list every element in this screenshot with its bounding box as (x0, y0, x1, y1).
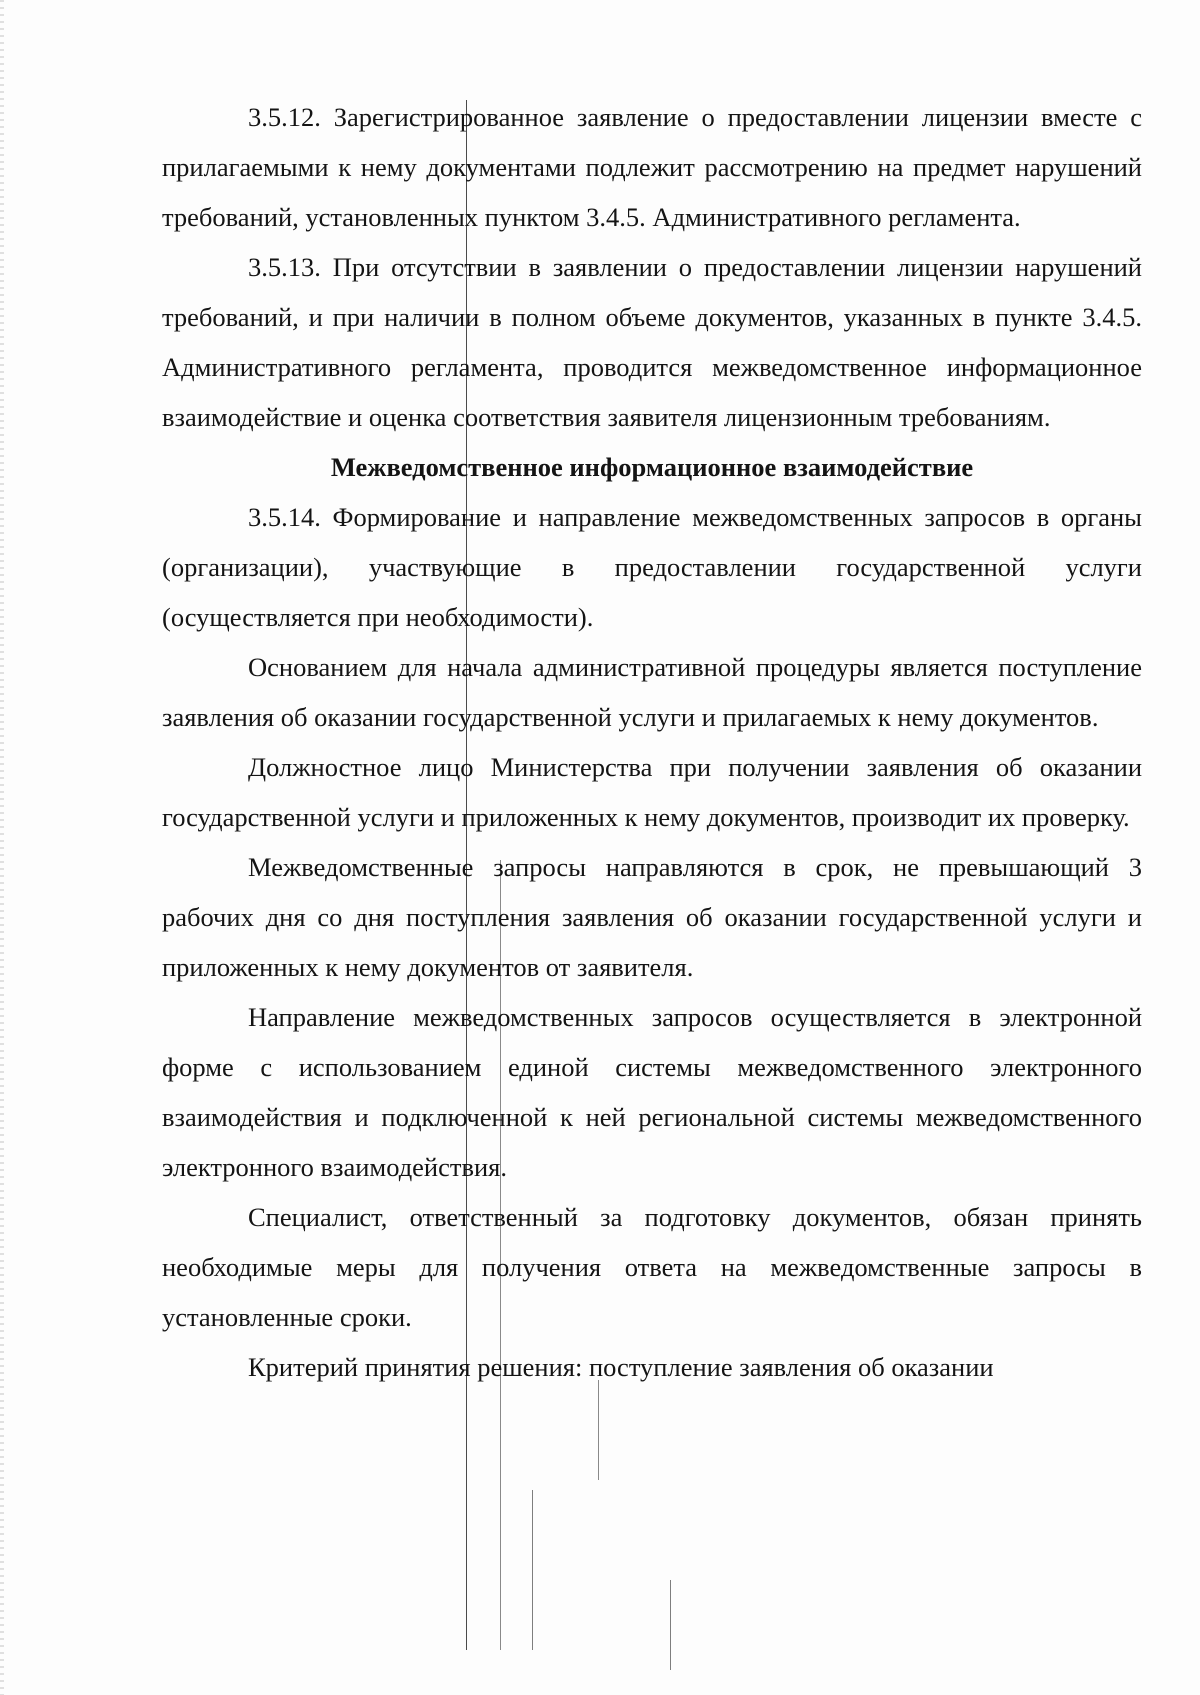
document-body (162, 92, 1142, 1392)
scan-edge-artifact (0, 0, 4, 1695)
paragraph-specialist: Специалист, ответственный за подготовку документов, обязан принять необходимые меры для получения ответа на межведомственные запросы в установленные сроки. (162, 1202, 1142, 1332)
paragraph-basis: Основанием для начала административной процедуры является поступление заявления об оказании государственной услуги и прилагаемых к нему документов. (162, 652, 1142, 732)
scan-crease-line (670, 1580, 671, 1670)
paragraph-request-deadline: Межведомственные запросы направляются в срок, не превышающий 3 рабочих дня со дня поступления заявления об оказании государственной услуги и приложенных к нему документов от заявителя. (162, 852, 1142, 982)
paragraph-official-check: Должностное лицо Министерства при получении заявления об оказании государственной услуги и приложенных к нему документов, производит их проверку. (162, 752, 1142, 832)
section-heading: Межведомственное информационное взаимодействие (330, 452, 974, 482)
paragraph-3-5-12: 3.5.12. Зарегистрированное заявление о предоставлении лицензии вместе с прилагаемыми к нему документами подлежит рассмотрению на предмет нарушений требований, установленных пунктом 3.4.5. Административного регламента. (162, 102, 1142, 232)
scan-crease-line (598, 1380, 599, 1480)
paragraph-electronic-form: Направление межведомственных запросов осуществляется в электронной форме с использованием единой системы межведомственного электронного взаимодействия и подключенной к ней региональной системы межведомственного электронного взаимодействия. (162, 1002, 1142, 1182)
paragraph-3-5-14: 3.5.14. Формирование и направление межведомственных запросов в органы (организации), участвующие в предоставлении государственной услуги (осуществляется при необходимости). (162, 502, 1142, 632)
paragraph-3-5-13: 3.5.13. При отсутствии в заявлении о предоставлении лицензии нарушений требований, и при наличии в полном объеме документов, указанных в пункте 3.4.5. Административного регламента, проводится межведомственное информационное взаимодействие и оценка соответствия заявителя лицензионным требованиям. (162, 252, 1142, 432)
scan-crease-line (532, 1490, 533, 1650)
paragraph-decision-criterion: Критерий принятия решения: поступление заявления об оказании (248, 1352, 994, 1382)
